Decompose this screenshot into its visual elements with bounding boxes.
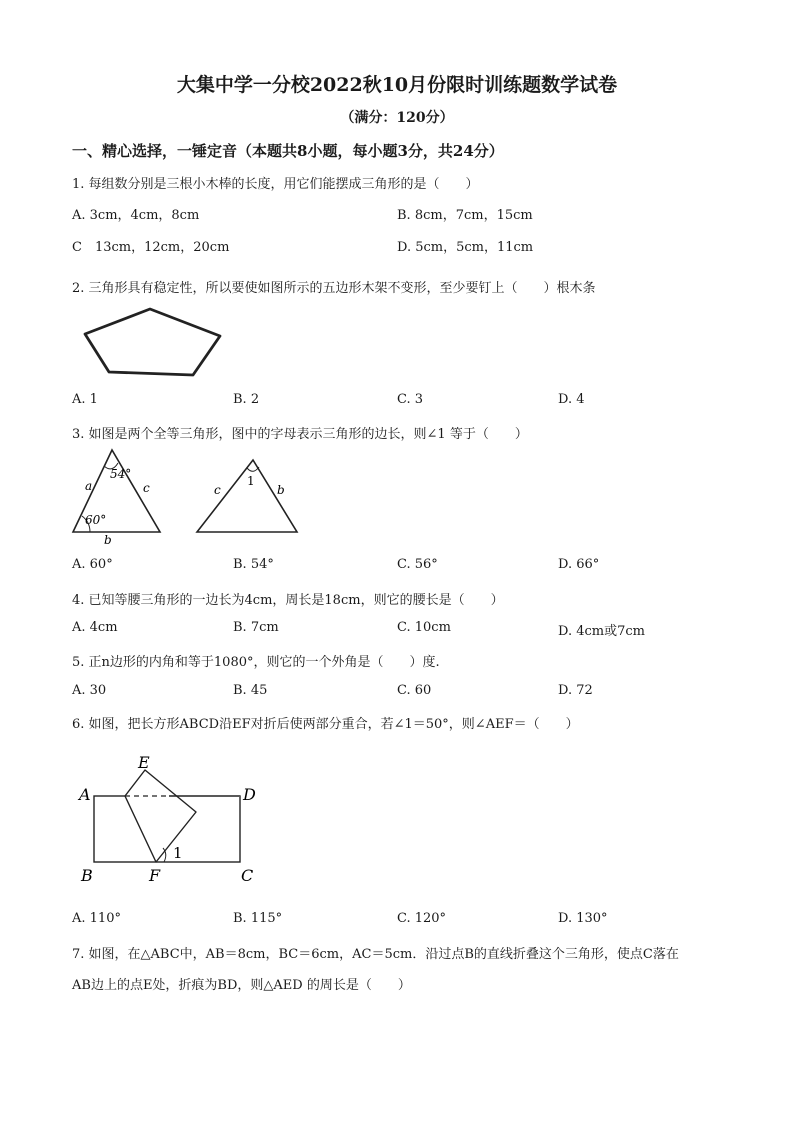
- pentagon-figure: [78, 302, 228, 386]
- question-4-option-c: C. 10cm: [397, 620, 451, 635]
- question-6-stem: 6. 如图，把长方形ABCD沿EF对折后使两部分重合，若∠1＝50°，则∠AEF＝（ ）: [72, 717, 579, 732]
- question-3-option-c: C. 56°: [397, 557, 438, 572]
- question-5-stem: 5. 正n边形的内角和等于1080°，则它的一个外角是（ ）度.: [72, 655, 440, 670]
- side-b2-label: b: [277, 483, 285, 497]
- point-D-label: D: [243, 785, 256, 804]
- question-7-line-1: 7. 如图，在△ABC中，AB＝8cm，BC＝6cm，AC＝5cm．沿过点B的直线折叠这个三角形，使点C落在: [72, 947, 679, 962]
- folded-rectangle-figure: [72, 750, 272, 894]
- question-1-option-a: A. 3cm，4cm，8cm: [72, 208, 200, 223]
- section-heading: 一、精心选择，一锤定音（本题共8小题，每小题3分，共24分）: [72, 142, 504, 160]
- question-2-stem: 2. 三角形具有稳定性，所以要使如图所示的五边形木架不变形，至少要钉上（ ）根木条: [72, 281, 596, 296]
- angle-54-label: 54°: [110, 467, 132, 481]
- question-1-option-c: C 13cm，12cm，20cm: [72, 240, 230, 255]
- angle-1-label: 1: [173, 844, 183, 862]
- question-5-option-a: A. 30: [72, 683, 107, 698]
- question-2-option-b: B. 2: [233, 392, 260, 407]
- question-3-option-a: A. 60°: [72, 557, 113, 572]
- angle-60-label: 60°: [85, 513, 107, 527]
- question-6-option-d: D. 130°: [558, 911, 608, 926]
- question-1-option-d: D. 5cm，5cm，11cm: [397, 240, 534, 255]
- question-6-option-c: C. 120°: [397, 911, 447, 926]
- question-5-option-d: D. 72: [558, 683, 593, 698]
- point-C-label: C: [241, 866, 254, 885]
- question-3-option-b: B. 54°: [233, 557, 274, 572]
- full-score: （满分：120分）: [340, 110, 454, 126]
- question-2-option-c: C. 3: [397, 392, 424, 407]
- side-c-label: c: [143, 481, 150, 495]
- point-F-label: F: [149, 866, 161, 885]
- side-b-label: b: [104, 533, 112, 546]
- question-4-stem: 4. 已知等腰三角形的一边长为4cm，周长是18cm，则它的腰长是（ ）: [72, 593, 504, 608]
- question-1-option-b: B. 8cm，7cm，15cm: [397, 208, 533, 223]
- question-5-option-c: C. 60: [397, 683, 432, 698]
- point-B-label: B: [81, 866, 93, 885]
- question-4-option-d: D. 4cm或7cm: [558, 624, 645, 639]
- point-A-label: A: [79, 785, 91, 804]
- question-3-option-d: D. 66°: [558, 557, 600, 572]
- congruent-triangles-figure: [66, 446, 306, 550]
- question-4-option-b: B. 7cm: [233, 620, 279, 635]
- question-5-option-b: B. 45: [233, 683, 268, 698]
- question-6-option-a: A. 110°: [72, 911, 121, 926]
- angle-1-label: 1: [247, 474, 255, 488]
- question-7-line-2: AB边上的点E处，折痕为BD，则△AED 的周长是（ ）: [72, 978, 411, 993]
- question-2-option-d: D. 4: [558, 392, 585, 407]
- question-6-option-b: B. 115°: [233, 911, 283, 926]
- question-2-option-a: A. 1: [72, 392, 98, 407]
- question-3-stem: 3. 如图是两个全等三角形，图中的字母表示三角形的边长，则∠1 等于（ ）: [72, 427, 528, 442]
- exam-title: 大集中学一分校2022秋10月份限时训练题数学试卷: [176, 74, 618, 96]
- question-4-option-a: A. 4cm: [72, 620, 118, 635]
- question-1-stem: 1. 每组数分别是三根小木棒的长度，用它们能摆成三角形的是（ ）: [72, 177, 479, 192]
- side-a-label: a: [85, 479, 93, 493]
- side-c2-label: c: [214, 483, 221, 497]
- point-E-label: E: [138, 753, 150, 772]
